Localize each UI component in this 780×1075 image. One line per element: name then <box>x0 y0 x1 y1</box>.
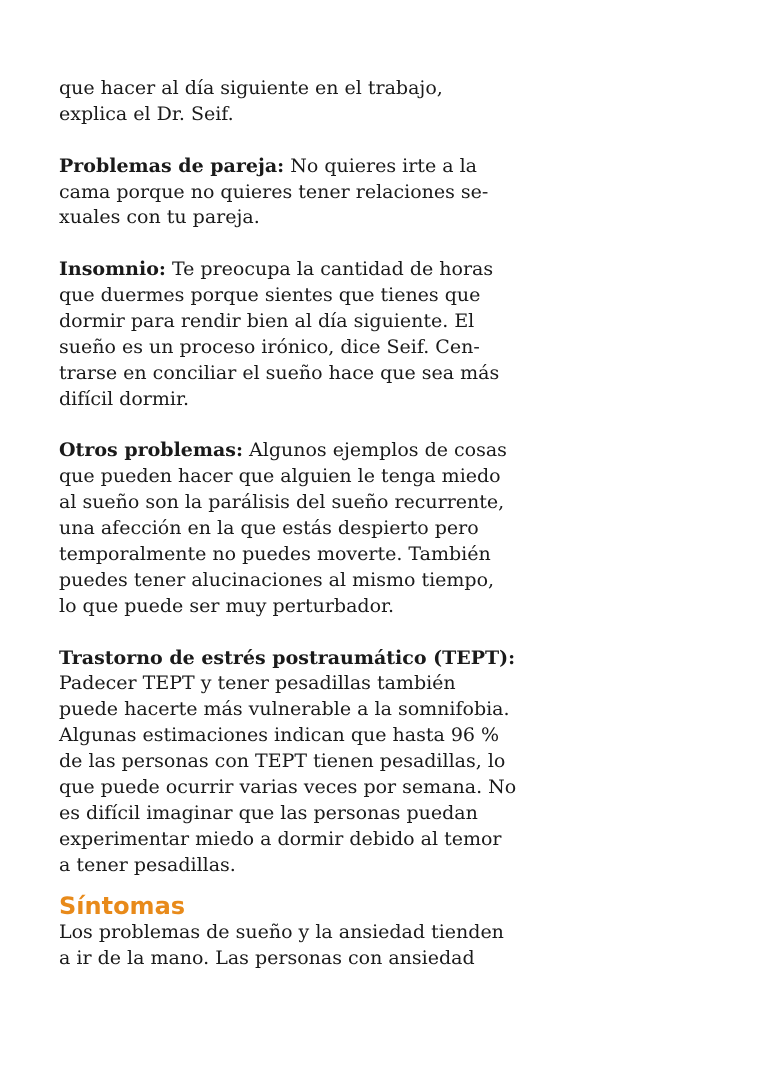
text-line: experimentar miedo a dormir debido al temor <box>59 827 502 850</box>
text-run: No quieres irte a la <box>284 154 478 177</box>
text-line: puede hacerte más vulnerable a la somnifobia. <box>59 698 510 721</box>
section-heading: Síntomas <box>59 891 186 920</box>
text-line <box>59 257 509 283</box>
text-line: puedes tener alucinaciones al mismo tiempo, <box>59 568 495 591</box>
paragraph-pareja <box>59 154 509 232</box>
text-column <box>59 76 517 971</box>
text-line <box>59 154 509 180</box>
text-line: Los problemas de sueño y la ansiedad tienden <box>59 920 504 943</box>
text-run: Te preocupa la cantidad de horas <box>165 258 494 281</box>
term-label: Otros problemas: <box>59 439 244 462</box>
paragraph-continuation <box>59 76 509 128</box>
text-line: trarse en conciliar el sueño hace que sea más <box>59 361 500 384</box>
text-line: Padecer TEPT y tener pesadillas también <box>59 672 456 695</box>
text-run: Algunos ejemplos de cosas <box>243 439 507 462</box>
text-line: es difícil imaginar que las personas puedan <box>59 801 478 824</box>
text-line: de las personas con TEPT tienen pesadillas, lo <box>59 750 506 773</box>
text-line: que hacer al día siguiente en el trabajo, <box>59 77 443 99</box>
paragraph-insomnio <box>59 257 509 412</box>
text-line <box>59 438 509 464</box>
term-label: Trastorno de estrés postraumático (TEPT): <box>59 646 516 669</box>
term-label: Problemas de pareja: <box>59 154 285 177</box>
term-label: Insomnio: <box>59 258 166 281</box>
text-line: una afección en la que estás despierto pero <box>59 517 479 540</box>
text-line: que puede ocurrir varias veces por semana. No <box>59 776 517 799</box>
text-line: al sueño son la parálisis del sueño recurrente, <box>59 491 505 514</box>
text-line: que duermes porque sientes que tienes que <box>59 284 481 307</box>
paragraph-tept <box>59 646 517 879</box>
text-line: explica el Dr. Seif. <box>59 102 234 125</box>
text-line: a ir de la mano. Las personas con ansiedad <box>59 946 475 969</box>
text-line: lo que puede ser muy perturbador. <box>59 594 395 617</box>
text-line: sueño es un proceso irónico, dice Seif. Cen- <box>59 335 480 358</box>
text-line: Algunas estimaciones indican que hasta 96 % <box>59 724 500 747</box>
text-line: cama porque no quieres tener relaciones se- <box>59 180 489 203</box>
text-line: temporalmente no puedes moverte. También <box>59 543 491 566</box>
text-line: xuales con tu pareja. <box>59 206 260 229</box>
text-line: difícil dormir. <box>59 387 189 410</box>
text-line: a tener pesadillas. <box>59 853 236 876</box>
paragraph-otros <box>59 438 509 619</box>
text-line: que pueden hacer que alguien le tenga miedo <box>59 465 501 488</box>
text-line: dormir para rendir bien al día siguiente. El <box>59 310 475 333</box>
paragraph-sintomas <box>59 920 509 972</box>
